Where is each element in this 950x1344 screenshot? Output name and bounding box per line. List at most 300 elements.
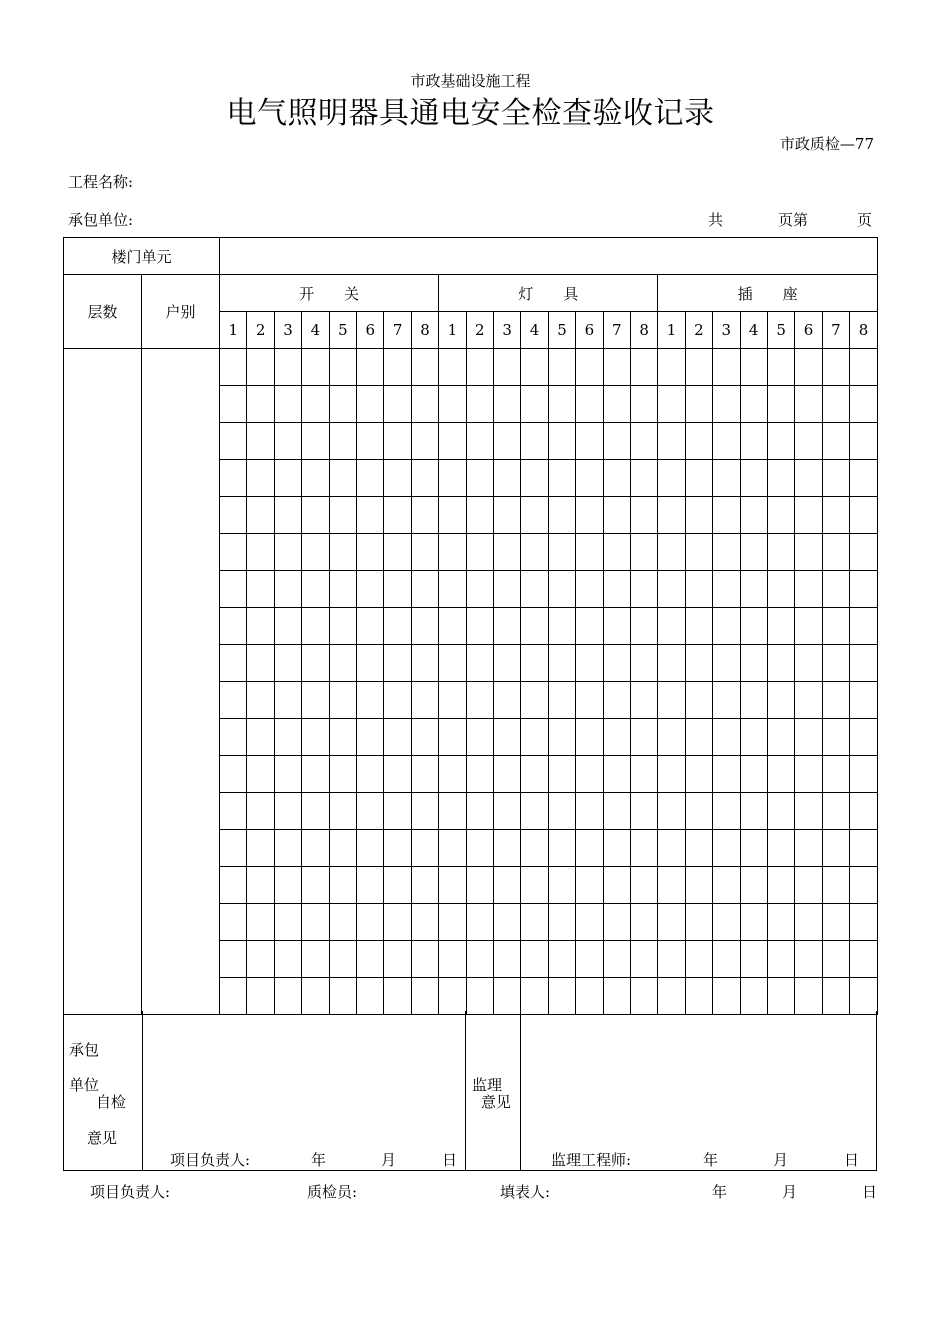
check-cell[interactable] [850, 978, 878, 1015]
check-cell[interactable] [685, 830, 712, 867]
check-cell[interactable] [357, 349, 384, 386]
check-cell[interactable] [247, 423, 274, 460]
check-cell[interactable] [466, 941, 493, 978]
check-cell[interactable] [658, 904, 685, 941]
check-cell[interactable] [822, 904, 849, 941]
check-cell[interactable] [329, 719, 356, 756]
check-cell[interactable] [850, 608, 878, 645]
check-cell[interactable] [576, 867, 603, 904]
check-cell[interactable] [850, 682, 878, 719]
check-cell[interactable] [302, 571, 329, 608]
check-cell[interactable] [220, 793, 247, 830]
check-cell[interactable] [630, 423, 657, 460]
check-cell[interactable] [685, 534, 712, 571]
check-cell[interactable] [220, 608, 247, 645]
check-cell[interactable] [548, 423, 575, 460]
check-cell[interactable] [411, 941, 438, 978]
check-cell[interactable] [521, 978, 548, 1015]
check-cell[interactable] [850, 645, 878, 682]
check-cell[interactable] [795, 349, 822, 386]
check-cell[interactable] [329, 608, 356, 645]
check-cell[interactable] [576, 941, 603, 978]
check-cell[interactable] [274, 571, 301, 608]
check-cell[interactable] [658, 497, 685, 534]
check-cell[interactable] [658, 719, 685, 756]
check-cell[interactable] [384, 682, 411, 719]
check-cell[interactable] [302, 719, 329, 756]
check-cell[interactable] [685, 904, 712, 941]
check-cell[interactable] [767, 534, 794, 571]
check-cell[interactable] [247, 460, 274, 497]
check-cell[interactable] [329, 867, 356, 904]
check-cell[interactable] [329, 571, 356, 608]
check-cell[interactable] [247, 386, 274, 423]
check-cell[interactable] [329, 830, 356, 867]
check-cell[interactable] [740, 941, 767, 978]
check-cell[interactable] [822, 608, 849, 645]
check-cell[interactable] [274, 719, 301, 756]
check-cell[interactable] [850, 497, 878, 534]
check-cell[interactable] [302, 978, 329, 1015]
check-cell[interactable] [521, 756, 548, 793]
check-cell[interactable] [357, 719, 384, 756]
check-cell[interactable] [220, 830, 247, 867]
check-cell[interactable] [521, 645, 548, 682]
check-cell[interactable] [795, 645, 822, 682]
check-cell[interactable] [795, 571, 822, 608]
check-cell[interactable] [411, 867, 438, 904]
household-cell[interactable] [142, 349, 220, 1015]
check-cell[interactable] [384, 423, 411, 460]
check-cell[interactable] [713, 460, 740, 497]
check-cell[interactable] [795, 423, 822, 460]
check-cell[interactable] [630, 793, 657, 830]
check-cell[interactable] [713, 793, 740, 830]
check-cell[interactable] [439, 460, 466, 497]
check-cell[interactable] [329, 904, 356, 941]
check-cell[interactable] [822, 497, 849, 534]
check-cell[interactable] [384, 941, 411, 978]
check-cell[interactable] [466, 719, 493, 756]
check-cell[interactable] [411, 460, 438, 497]
check-cell[interactable] [384, 978, 411, 1015]
check-cell[interactable] [220, 497, 247, 534]
check-cell[interactable] [713, 645, 740, 682]
check-cell[interactable] [411, 830, 438, 867]
check-cell[interactable] [521, 608, 548, 645]
check-cell[interactable] [576, 719, 603, 756]
check-cell[interactable] [357, 978, 384, 1015]
check-cell[interactable] [767, 978, 794, 1015]
check-cell[interactable] [411, 423, 438, 460]
check-cell[interactable] [548, 904, 575, 941]
check-cell[interactable] [658, 571, 685, 608]
check-cell[interactable] [247, 534, 274, 571]
check-cell[interactable] [274, 830, 301, 867]
check-cell[interactable] [220, 756, 247, 793]
check-cell[interactable] [466, 386, 493, 423]
check-cell[interactable] [220, 904, 247, 941]
check-cell[interactable] [603, 904, 630, 941]
unit-value-cell[interactable] [220, 238, 878, 275]
check-cell[interactable] [576, 460, 603, 497]
check-cell[interactable] [603, 497, 630, 534]
check-cell[interactable] [357, 867, 384, 904]
check-cell[interactable] [329, 386, 356, 423]
check-cell[interactable] [521, 534, 548, 571]
check-cell[interactable] [795, 793, 822, 830]
check-cell[interactable] [850, 386, 878, 423]
check-cell[interactable] [247, 645, 274, 682]
check-cell[interactable] [795, 830, 822, 867]
check-cell[interactable] [411, 386, 438, 423]
check-cell[interactable] [767, 719, 794, 756]
check-cell[interactable] [493, 460, 520, 497]
check-cell[interactable] [274, 645, 301, 682]
check-cell[interactable] [411, 571, 438, 608]
check-cell[interactable] [247, 682, 274, 719]
check-cell[interactable] [411, 645, 438, 682]
check-cell[interactable] [439, 978, 466, 1015]
check-cell[interactable] [685, 349, 712, 386]
check-cell[interactable] [439, 682, 466, 719]
check-cell[interactable] [220, 460, 247, 497]
check-cell[interactable] [603, 460, 630, 497]
check-cell[interactable] [548, 830, 575, 867]
check-cell[interactable] [493, 978, 520, 1015]
check-cell[interactable] [247, 497, 274, 534]
check-cell[interactable] [548, 349, 575, 386]
check-cell[interactable] [740, 571, 767, 608]
check-cell[interactable] [466, 978, 493, 1015]
check-cell[interactable] [247, 793, 274, 830]
check-cell[interactable] [603, 682, 630, 719]
check-cell[interactable] [822, 423, 849, 460]
check-cell[interactable] [521, 423, 548, 460]
check-cell[interactable] [357, 756, 384, 793]
check-cell[interactable] [247, 608, 274, 645]
check-cell[interactable] [767, 830, 794, 867]
check-cell[interactable] [493, 423, 520, 460]
check-cell[interactable] [439, 423, 466, 460]
check-cell[interactable] [384, 645, 411, 682]
check-cell[interactable] [658, 867, 685, 904]
check-cell[interactable] [274, 682, 301, 719]
check-cell[interactable] [329, 460, 356, 497]
check-cell[interactable] [658, 460, 685, 497]
check-cell[interactable] [685, 682, 712, 719]
check-cell[interactable] [521, 497, 548, 534]
check-cell[interactable] [220, 534, 247, 571]
check-cell[interactable] [329, 423, 356, 460]
check-cell[interactable] [220, 978, 247, 1015]
check-cell[interactable] [713, 386, 740, 423]
check-cell[interactable] [411, 978, 438, 1015]
check-cell[interactable] [329, 793, 356, 830]
check-cell[interactable] [548, 645, 575, 682]
check-cell[interactable] [767, 756, 794, 793]
check-cell[interactable] [247, 867, 274, 904]
check-cell[interactable] [439, 904, 466, 941]
check-cell[interactable] [220, 941, 247, 978]
check-cell[interactable] [685, 719, 712, 756]
check-cell[interactable] [548, 534, 575, 571]
check-cell[interactable] [822, 571, 849, 608]
check-cell[interactable] [685, 793, 712, 830]
check-cell[interactable] [466, 793, 493, 830]
check-cell[interactable] [247, 904, 274, 941]
check-cell[interactable] [302, 756, 329, 793]
check-cell[interactable] [357, 904, 384, 941]
check-cell[interactable] [822, 941, 849, 978]
check-cell[interactable] [603, 386, 630, 423]
check-cell[interactable] [493, 571, 520, 608]
check-cell[interactable] [274, 941, 301, 978]
check-cell[interactable] [713, 978, 740, 1015]
check-cell[interactable] [439, 497, 466, 534]
check-cell[interactable] [850, 423, 878, 460]
check-cell[interactable] [329, 941, 356, 978]
check-cell[interactable] [521, 682, 548, 719]
check-cell[interactable] [630, 978, 657, 1015]
check-cell[interactable] [795, 941, 822, 978]
check-cell[interactable] [658, 349, 685, 386]
check-cell[interactable] [329, 756, 356, 793]
check-cell[interactable] [384, 904, 411, 941]
check-cell[interactable] [740, 719, 767, 756]
check-cell[interactable] [411, 682, 438, 719]
check-cell[interactable] [603, 941, 630, 978]
check-cell[interactable] [740, 423, 767, 460]
check-cell[interactable] [466, 756, 493, 793]
check-cell[interactable] [247, 941, 274, 978]
check-cell[interactable] [357, 645, 384, 682]
check-cell[interactable] [329, 497, 356, 534]
check-cell[interactable] [274, 349, 301, 386]
check-cell[interactable] [685, 460, 712, 497]
check-cell[interactable] [713, 423, 740, 460]
check-cell[interactable] [521, 349, 548, 386]
check-cell[interactable] [411, 349, 438, 386]
check-cell[interactable] [439, 867, 466, 904]
check-cell[interactable] [630, 497, 657, 534]
check-cell[interactable] [302, 682, 329, 719]
check-cell[interactable] [521, 460, 548, 497]
check-cell[interactable] [220, 867, 247, 904]
check-cell[interactable] [220, 423, 247, 460]
check-cell[interactable] [357, 423, 384, 460]
check-cell[interactable] [274, 867, 301, 904]
check-cell[interactable] [357, 497, 384, 534]
check-cell[interactable] [274, 497, 301, 534]
check-cell[interactable] [767, 423, 794, 460]
check-cell[interactable] [384, 534, 411, 571]
check-cell[interactable] [795, 608, 822, 645]
check-cell[interactable] [713, 830, 740, 867]
check-cell[interactable] [493, 719, 520, 756]
check-cell[interactable] [850, 534, 878, 571]
check-cell[interactable] [740, 386, 767, 423]
check-cell[interactable] [630, 534, 657, 571]
check-cell[interactable] [466, 608, 493, 645]
check-cell[interactable] [603, 978, 630, 1015]
check-cell[interactable] [439, 571, 466, 608]
check-cell[interactable] [713, 349, 740, 386]
check-cell[interactable] [548, 682, 575, 719]
check-cell[interactable] [521, 571, 548, 608]
check-cell[interactable] [521, 386, 548, 423]
check-cell[interactable] [630, 571, 657, 608]
check-cell[interactable] [658, 941, 685, 978]
check-cell[interactable] [795, 386, 822, 423]
check-cell[interactable] [384, 793, 411, 830]
check-cell[interactable] [630, 867, 657, 904]
check-cell[interactable] [329, 978, 356, 1015]
check-cell[interactable] [576, 645, 603, 682]
check-cell[interactable] [548, 867, 575, 904]
check-cell[interactable] [329, 349, 356, 386]
check-cell[interactable] [740, 867, 767, 904]
check-cell[interactable] [713, 719, 740, 756]
check-cell[interactable] [302, 608, 329, 645]
check-cell[interactable] [302, 386, 329, 423]
check-cell[interactable] [302, 423, 329, 460]
check-cell[interactable] [630, 756, 657, 793]
check-cell[interactable] [411, 793, 438, 830]
check-cell[interactable] [466, 867, 493, 904]
check-cell[interactable] [548, 719, 575, 756]
check-cell[interactable] [713, 904, 740, 941]
check-cell[interactable] [493, 756, 520, 793]
check-cell[interactable] [795, 534, 822, 571]
check-cell[interactable] [493, 867, 520, 904]
check-cell[interactable] [603, 608, 630, 645]
check-cell[interactable] [466, 423, 493, 460]
check-cell[interactable] [576, 534, 603, 571]
check-cell[interactable] [302, 645, 329, 682]
check-cell[interactable] [603, 645, 630, 682]
check-cell[interactable] [713, 756, 740, 793]
check-cell[interactable] [603, 867, 630, 904]
check-cell[interactable] [740, 460, 767, 497]
check-cell[interactable] [357, 941, 384, 978]
check-cell[interactable] [302, 830, 329, 867]
check-cell[interactable] [521, 867, 548, 904]
check-cell[interactable] [740, 608, 767, 645]
check-cell[interactable] [302, 534, 329, 571]
check-cell[interactable] [685, 423, 712, 460]
check-cell[interactable] [493, 793, 520, 830]
check-cell[interactable] [384, 349, 411, 386]
check-cell[interactable] [767, 460, 794, 497]
check-cell[interactable] [658, 830, 685, 867]
check-cell[interactable] [630, 460, 657, 497]
check-cell[interactable] [850, 460, 878, 497]
check-cell[interactable] [850, 756, 878, 793]
check-cell[interactable] [247, 756, 274, 793]
check-cell[interactable] [357, 608, 384, 645]
check-cell[interactable] [548, 608, 575, 645]
check-cell[interactable] [220, 349, 247, 386]
check-cell[interactable] [713, 497, 740, 534]
check-cell[interactable] [439, 719, 466, 756]
check-cell[interactable] [220, 571, 247, 608]
check-cell[interactable] [795, 867, 822, 904]
check-cell[interactable] [384, 497, 411, 534]
check-cell[interactable] [411, 719, 438, 756]
check-cell[interactable] [576, 423, 603, 460]
check-cell[interactable] [630, 719, 657, 756]
check-cell[interactable] [658, 608, 685, 645]
check-cell[interactable] [357, 460, 384, 497]
check-cell[interactable] [603, 534, 630, 571]
check-cell[interactable] [740, 756, 767, 793]
check-cell[interactable] [493, 608, 520, 645]
check-cell[interactable] [576, 608, 603, 645]
check-cell[interactable] [548, 460, 575, 497]
check-cell[interactable] [740, 793, 767, 830]
check-cell[interactable] [274, 386, 301, 423]
check-cell[interactable] [850, 867, 878, 904]
check-cell[interactable] [767, 349, 794, 386]
check-cell[interactable] [274, 978, 301, 1015]
check-cell[interactable] [850, 904, 878, 941]
check-cell[interactable] [822, 830, 849, 867]
check-cell[interactable] [795, 497, 822, 534]
check-cell[interactable] [521, 830, 548, 867]
check-cell[interactable] [548, 497, 575, 534]
check-cell[interactable] [630, 608, 657, 645]
check-cell[interactable] [740, 904, 767, 941]
check-cell[interactable] [576, 904, 603, 941]
check-cell[interactable] [658, 423, 685, 460]
check-cell[interactable] [493, 386, 520, 423]
check-cell[interactable] [795, 460, 822, 497]
check-cell[interactable] [630, 682, 657, 719]
check-cell[interactable] [713, 682, 740, 719]
check-cell[interactable] [740, 534, 767, 571]
check-cell[interactable] [576, 386, 603, 423]
check-cell[interactable] [795, 719, 822, 756]
check-cell[interactable] [685, 386, 712, 423]
check-cell[interactable] [493, 904, 520, 941]
check-cell[interactable] [713, 534, 740, 571]
check-cell[interactable] [630, 904, 657, 941]
check-cell[interactable] [685, 756, 712, 793]
check-cell[interactable] [357, 682, 384, 719]
check-cell[interactable] [630, 386, 657, 423]
check-cell[interactable] [274, 608, 301, 645]
check-cell[interactable] [384, 608, 411, 645]
check-cell[interactable] [685, 867, 712, 904]
check-cell[interactable] [658, 645, 685, 682]
check-cell[interactable] [658, 386, 685, 423]
check-cell[interactable] [658, 534, 685, 571]
check-cell[interactable] [822, 349, 849, 386]
check-cell[interactable] [493, 645, 520, 682]
check-cell[interactable] [630, 830, 657, 867]
check-cell[interactable] [439, 645, 466, 682]
check-cell[interactable] [767, 941, 794, 978]
check-cell[interactable] [822, 978, 849, 1015]
check-cell[interactable] [466, 830, 493, 867]
check-cell[interactable] [493, 534, 520, 571]
check-cell[interactable] [685, 497, 712, 534]
check-cell[interactable] [302, 941, 329, 978]
check-cell[interactable] [466, 349, 493, 386]
check-cell[interactable] [767, 386, 794, 423]
check-cell[interactable] [357, 830, 384, 867]
